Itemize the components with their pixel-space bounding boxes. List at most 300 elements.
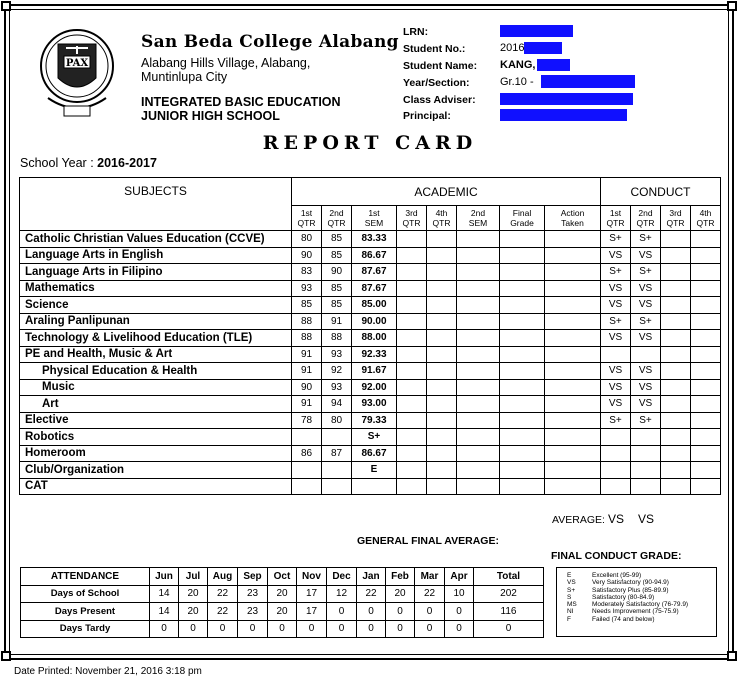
action-taken [545,478,601,495]
grade-q3 [397,445,427,462]
col-header-line1: 1st [609,208,622,218]
col-header-line1: 3rd [669,208,682,218]
conduct-q4 [691,247,721,264]
attendance-value: 17 [297,603,327,621]
academic-col-header [292,206,322,231]
subject-row [20,313,721,330]
grade-sem1: 87.67 [352,280,397,297]
grade-sem1: 91.67 [352,363,397,380]
header-conduct: CONDUCT [601,178,721,206]
average-label: AVERAGE: [552,514,605,526]
grade-q3 [397,412,427,429]
legend-description: Failed (74 and below) [592,615,655,623]
action-taken [545,313,601,330]
conduct-q4 [691,462,721,479]
subject-row [20,445,721,462]
grade-q1: 90 [292,247,322,264]
col-header-line2: QTR [327,218,346,228]
student-name-label: Student Name: [403,60,478,72]
grade-q3 [397,280,427,297]
conduct-q2 [631,429,661,446]
final-grade [500,330,545,347]
conduct-q3 [661,264,691,281]
conduct-q3 [661,280,691,297]
attendance-value: 0 [208,620,238,638]
legend-description: Excellent (95-99) [592,572,642,579]
col-header-line2: QTR [297,218,316,228]
subject-name: Araling Panlipunan [20,313,292,330]
subject-name: Elective [20,412,292,429]
attendance-value: 22 [415,585,445,603]
legend-item [567,587,716,594]
grade-sem2 [457,445,500,462]
grades-table [19,177,721,495]
school-seal-logo [34,26,120,122]
month-header: Jun [150,568,179,586]
attendance-value: 23 [238,585,268,603]
school-address-line2: Muntinlupa City [141,70,228,84]
school-name: San Beda College Alabang [141,32,399,52]
conduct-q2: S+ [631,264,661,281]
conduct-q3 [661,379,691,396]
action-taken [545,264,601,281]
col-header-line1: 2nd [638,208,653,218]
legend-description: Satisfactory (80-84.9) [592,593,655,601]
final-grade [500,462,545,479]
average-conduct-q1: VS [608,512,625,526]
grade-q3 [397,478,427,495]
subject-name: Physical Education & Health [20,363,292,380]
corner-ornament [727,1,737,11]
conduct-q3 [661,346,691,363]
final-grade [500,247,545,264]
conduct-q1: S+ [601,264,631,281]
conduct-q1: VS [601,396,631,413]
attendance-value: 20 [268,585,297,603]
redaction-student-no [524,42,562,54]
attendance-value: 0 [386,620,415,638]
grade-q4 [427,313,457,330]
action-taken [545,330,601,347]
student-no-value: 2016 [500,42,525,54]
conduct-q3 [661,462,691,479]
grade-q2: 88 [322,330,352,347]
conduct-q3 [661,478,691,495]
attendance-row [21,620,544,638]
grade-sem2 [457,478,500,495]
col-header-line2: Grade [510,218,534,228]
conduct-q1: VS [601,379,631,396]
conduct-q1: VS [601,330,631,347]
corner-ornament [1,651,11,661]
total-header: Total [474,568,544,586]
final-grade [500,379,545,396]
legend-code: VS [567,579,576,587]
grade-q4 [427,297,457,314]
conduct-q2 [631,346,661,363]
legend-item [567,572,716,579]
conduct-q3 [661,363,691,380]
legend-item [567,616,716,623]
grade-q1: 90 [292,379,322,396]
legend-description: Satisfactory Plus (85-89.9) [592,586,669,594]
grade-q1: 88 [292,313,322,330]
grade-q1: 78 [292,412,322,429]
attendance-value: 0 [150,620,179,638]
month-header: Feb [386,568,415,586]
conduct-col-header [691,206,721,231]
final-grade [500,313,545,330]
grade-q1: 93 [292,280,322,297]
attendance-value: 10 [445,585,474,603]
school-year-value: 2016-2017 [97,156,157,170]
legend-description: Moderately Satisfactory (76-79.9) [592,601,689,609]
grade-sem1: 92.33 [352,346,397,363]
conduct-q1 [601,429,631,446]
grade-q1 [292,429,322,446]
grade-sem1: 93.00 [352,396,397,413]
legend-code: NI [567,608,574,616]
attendance-value: 0 [268,620,297,638]
academic-col-header [457,206,500,231]
conduct-q1: VS [601,363,631,380]
conduct-q1 [601,462,631,479]
grade-q3 [397,264,427,281]
grade-sem1: 86.67 [352,445,397,462]
grade-sem2 [457,231,500,248]
conduct-q1: S+ [601,231,631,248]
principal-label: Principal: [403,110,451,122]
grade-q1: 83 [292,264,322,281]
month-header: Jan [357,568,386,586]
attendance-value: 0 [357,603,386,621]
school-address-line1: Alabang Hills Village, Alabang, [141,56,311,70]
col-header-line2: Taken [561,218,584,228]
conduct-q3 [661,429,691,446]
attendance-value: 14 [150,603,179,621]
grade-q2: 90 [322,264,352,281]
subject-row [20,264,721,281]
grade-sem2 [457,280,500,297]
grade-q4 [427,478,457,495]
grade-q4 [427,363,457,380]
subject-name: Science [20,297,292,314]
grade-sem2 [457,396,500,413]
attendance-value: 20 [268,603,297,621]
school-year-label: School Year : [20,156,94,170]
action-taken [545,231,601,248]
attendance-total: 116 [474,603,544,621]
conduct-q4 [691,396,721,413]
grade-sem2 [457,379,500,396]
final-grade [500,231,545,248]
subject-name: Club/Organization [20,462,292,479]
grade-q2: 87 [322,445,352,462]
subject-name: Art [20,396,292,413]
subject-row [20,462,721,479]
attendance-row-label: Days Present [21,603,150,621]
attendance-value: 12 [327,585,357,603]
attendance-row [21,603,544,621]
col-header-line2: SEM [364,218,384,228]
month-header: Sep [238,568,268,586]
attendance-value: 0 [327,620,357,638]
subject-row [20,429,721,446]
legend-description: Very Satisfactory (90-94.9) [592,579,669,587]
lrn-label: LRN: [403,26,429,38]
attendance-value: 0 [357,620,386,638]
attendance-value: 0 [179,620,208,638]
department-line2: JUNIOR HIGH SCHOOL [141,109,280,123]
subject-row [20,330,721,347]
subject-name: Mathematics [20,280,292,297]
subject-name: Robotics [20,429,292,446]
grade-sem2 [457,313,500,330]
grade-sem1: 86.67 [352,247,397,264]
conduct-q4 [691,346,721,363]
grade-q1: 88 [292,330,322,347]
conduct-q3 [661,313,691,330]
conduct-q2: VS [631,247,661,264]
grade-sem1: E [352,462,397,479]
grade-sem1: S+ [352,429,397,446]
attendance-header-row [21,568,544,586]
attendance-value: 20 [179,603,208,621]
subject-name: Catholic Christian Values Education (CCVE) [20,231,292,248]
month-header: Nov [297,568,327,586]
year-section-label: Year/Section: [403,77,470,89]
action-taken [545,396,601,413]
attendance-row-label: Days of School [21,585,150,603]
col-header-line2: QTR [606,218,625,228]
conduct-col-header [631,206,661,231]
grade-q4 [427,445,457,462]
grade-q2: 85 [322,280,352,297]
subject-row [20,412,721,429]
grade-q4 [427,330,457,347]
final-grade [500,412,545,429]
conduct-q1 [601,478,631,495]
header-academic: ACADEMIC [292,178,601,206]
col-header-line2: SEM [468,218,488,228]
grade-q4 [427,379,457,396]
grade-q1: 85 [292,297,322,314]
grade-q3 [397,346,427,363]
col-header-line1: Final [512,208,532,218]
conduct-q2: S+ [631,313,661,330]
attendance-value: 22 [208,603,238,621]
legend-item [567,608,716,615]
grade-sem2 [457,462,500,479]
legend-item [567,601,716,608]
legend-item [567,594,716,601]
grade-sem2 [457,330,500,347]
action-taken [545,462,601,479]
year-section-value: Gr.10 - [500,76,534,88]
attendance-value: 22 [208,585,238,603]
final-grade [500,346,545,363]
conduct-q4 [691,363,721,380]
grade-q4 [427,396,457,413]
attendance-table [20,567,544,638]
conduct-q3 [661,445,691,462]
corner-ornament [727,651,737,661]
col-header-line2: QTR [636,218,655,228]
grade-q3 [397,379,427,396]
month-header: Aug [208,568,238,586]
grade-q1: 91 [292,396,322,413]
grade-q4 [427,247,457,264]
redaction-adviser [500,93,633,105]
conduct-q3 [661,412,691,429]
attendance-value: 0 [415,620,445,638]
conduct-q1: S+ [601,313,631,330]
month-header: Mar [415,568,445,586]
grade-q4 [427,429,457,446]
grade-q4 [427,412,457,429]
attendance-value: 22 [357,585,386,603]
legend-item [567,579,716,586]
attendance-row-label: Days Tardy [21,620,150,638]
conduct-grade-legend [556,567,717,637]
subject-name: Homeroom [20,445,292,462]
subject-row [20,363,721,380]
attendance-value: 0 [386,603,415,621]
col-header-line1: 4th [435,208,448,218]
action-taken [545,363,601,380]
attendance-value: 14 [150,585,179,603]
attendance-value: 20 [179,585,208,603]
conduct-q4 [691,478,721,495]
attendance-value: 20 [386,585,415,603]
grade-q2: 93 [322,379,352,396]
header-subjects: SUBJECTS [20,178,292,231]
grade-q2: 85 [322,231,352,248]
grade-q2 [322,478,352,495]
col-header-line2: QTR [432,218,451,228]
legend-code: E [567,572,572,579]
redaction-student-name [537,59,570,71]
grade-q4 [427,264,457,281]
conduct-q4 [691,313,721,330]
grade-q2: 91 [322,313,352,330]
grade-q2: 85 [322,297,352,314]
month-header: Oct [268,568,297,586]
final-grade [500,264,545,281]
conduct-q3 [661,297,691,314]
conduct-q1: VS [601,247,631,264]
attendance-title: ATTENDANCE [21,568,150,586]
legend-code: S [567,593,572,601]
action-taken [545,379,601,396]
attendance-value: 0 [445,603,474,621]
academic-col-header [545,206,601,231]
grade-sem1: 83.33 [352,231,397,248]
col-header-line1: Action [560,208,585,218]
attendance-value: 0 [445,620,474,638]
grade-sem2 [457,363,500,380]
average-conduct-q2: VS [638,512,655,526]
final-grade [500,363,545,380]
attendance-row [21,585,544,603]
conduct-q4 [691,429,721,446]
legend-code: F [567,615,571,623]
conduct-q1 [601,445,631,462]
grade-q3 [397,396,427,413]
action-taken [545,280,601,297]
grade-q1 [292,462,322,479]
grade-q4 [427,231,457,248]
month-header: Jul [179,568,208,586]
grade-q4 [427,280,457,297]
conduct-q3 [661,247,691,264]
student-name-value: KANG, [500,59,536,71]
conduct-q2: VS [631,330,661,347]
date-printed: Date Printed: November 21, 2016 3:18 pm [14,666,202,677]
col-header-line1: 3rd [405,208,418,218]
grade-q3 [397,363,427,380]
grade-sem2 [457,297,500,314]
final-grade [500,478,545,495]
grade-sem1: 90.00 [352,313,397,330]
grade-q2 [322,462,352,479]
class-adviser-label: Class Adviser: [403,94,476,106]
school-year [20,156,157,170]
conduct-q4 [691,330,721,347]
legend-code: MS [567,601,577,609]
final-grade [500,297,545,314]
grade-q2: 80 [322,412,352,429]
grade-sem1 [352,478,397,495]
attendance-value: 23 [238,603,268,621]
subject-row [20,231,721,248]
conduct-q2 [631,478,661,495]
subject-name: CAT [20,478,292,495]
subject-name: PE and Health, Music & Art [20,346,292,363]
grade-q1: 80 [292,231,322,248]
conduct-col-header [601,206,631,231]
subject-row [20,346,721,363]
grade-q4 [427,346,457,363]
conduct-q2: VS [631,297,661,314]
grade-q1: 91 [292,346,322,363]
subject-name: Technology & Livelihood Education (TLE) [20,330,292,347]
conduct-q4 [691,445,721,462]
conduct-q4 [691,231,721,248]
grade-q3 [397,297,427,314]
grade-sem2 [457,264,500,281]
action-taken [545,297,601,314]
conduct-q1: VS [601,280,631,297]
grade-sem1: 85.00 [352,297,397,314]
final-grade [500,445,545,462]
report-card-title: REPORT CARD [262,132,478,154]
redaction-year-section [541,75,635,88]
grade-q1 [292,478,322,495]
col-header-line2: QTR [666,218,685,228]
month-header: Apr [445,568,474,586]
academic-col-header [500,206,545,231]
grade-sem2 [457,247,500,264]
grade-q2: 85 [322,247,352,264]
grade-q3 [397,330,427,347]
final-grade [500,396,545,413]
grade-sem1: 88.00 [352,330,397,347]
conduct-q2 [631,462,661,479]
conduct-q1: S+ [601,412,631,429]
student-no-label: Student No.: [403,43,466,55]
conduct-q2: VS [631,280,661,297]
